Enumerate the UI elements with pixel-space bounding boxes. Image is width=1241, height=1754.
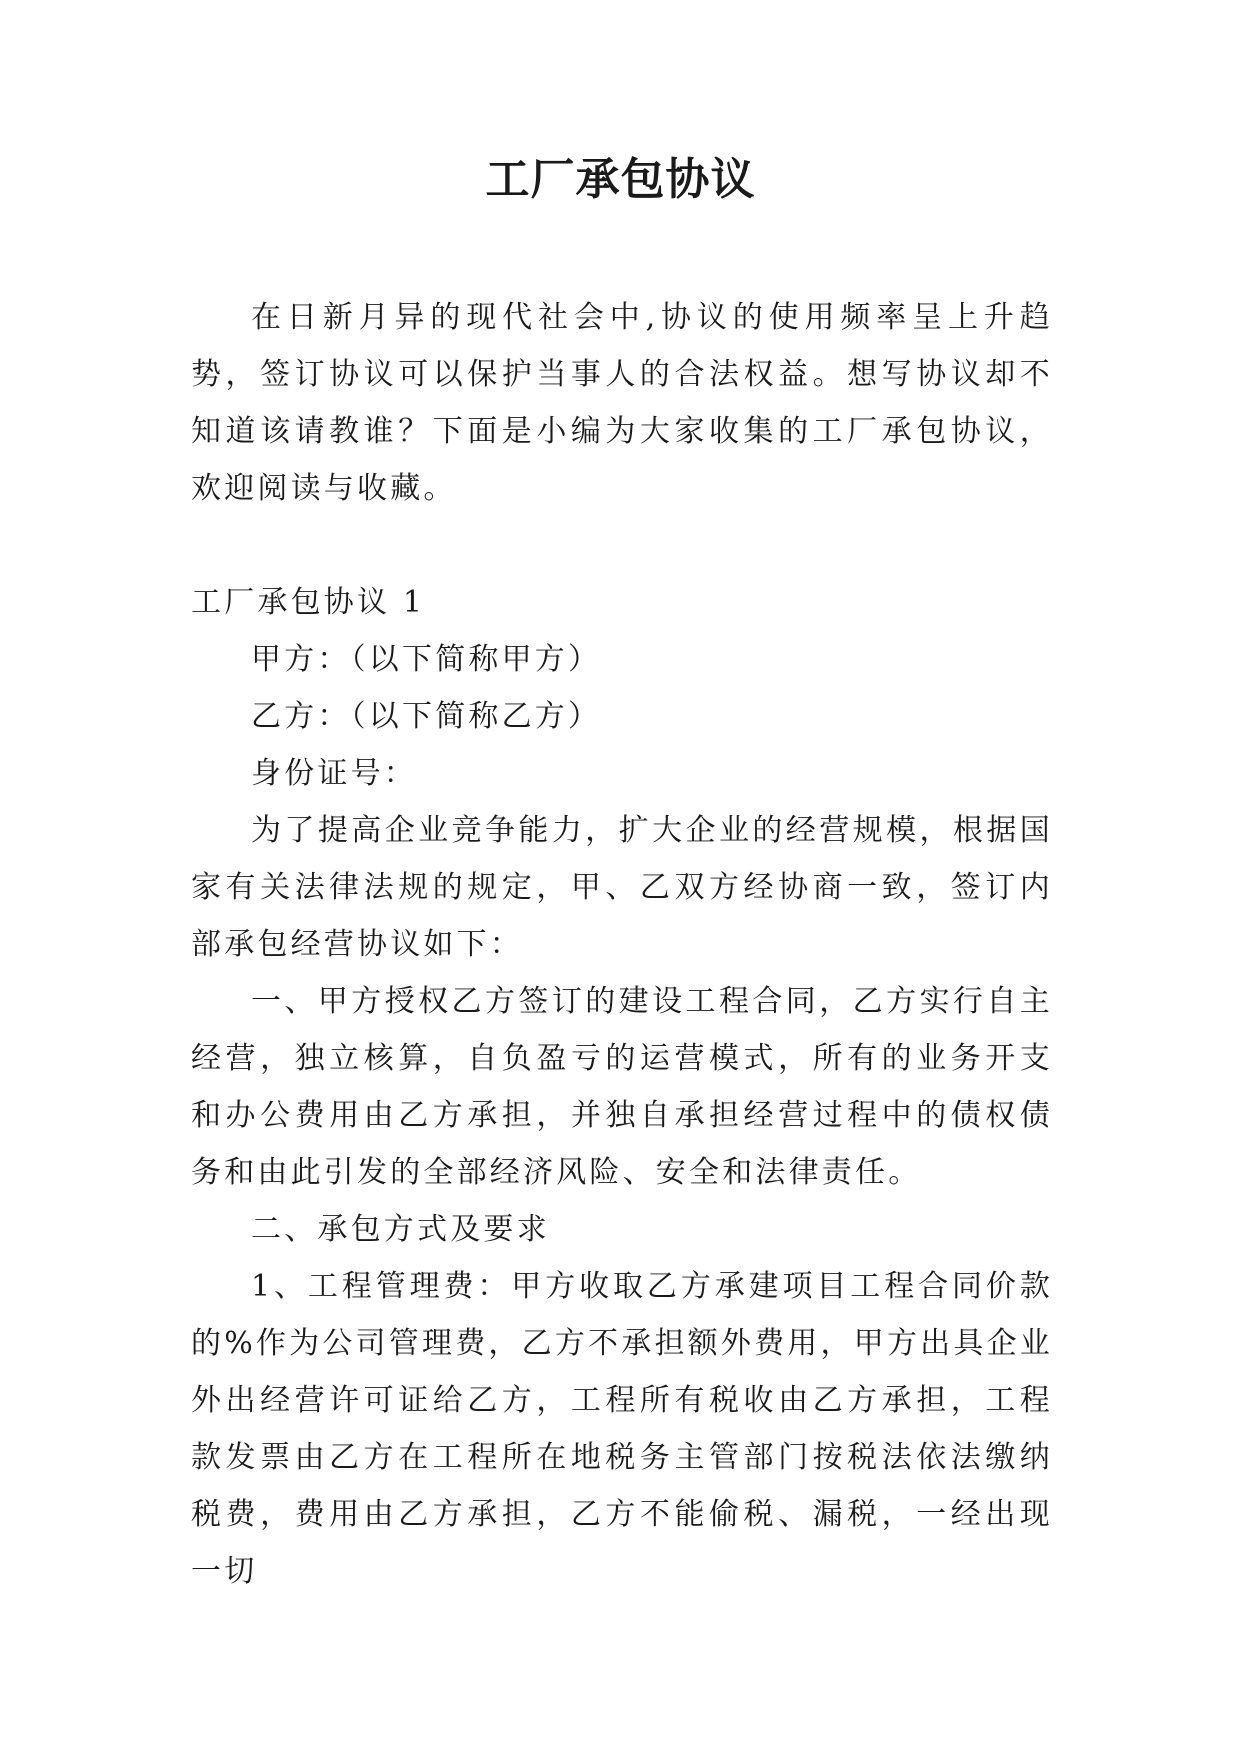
party-a-line: 甲方：（以下简称甲方） xyxy=(251,642,602,677)
preamble-paragraph: 为了提高企业竞争能力，扩大企业的经营规模，根据国家有关法律法规的规定，甲、乙双方经协商一致，签订内部承包经营协议如下： xyxy=(191,813,1053,962)
section-heading: 工厂承包协议 1 xyxy=(191,585,426,620)
document-title: 工厂承包协议 xyxy=(485,154,756,205)
party-b-line: 乙方：（以下简称乙方） xyxy=(251,699,602,734)
id-number-line: 身份证号： xyxy=(251,756,417,791)
intro-paragraph: 在日新月异的现代社会中,协议的使用频率呈上升趋势，签订协议可以保护当事人的合法权益。想写协议却不知道该请教谁？下面是小编为大家收集的工厂承包协议，欢迎阅读与收藏。 xyxy=(191,300,1053,506)
clause-2-heading: 二、承包方式及要求 xyxy=(251,1212,550,1247)
document-body xyxy=(191,289,1053,1600)
clause-1-paragraph: 一、甲方授权乙方签订的建设工程合同，乙方实行自主经营，独立核算，自负盈亏的运营模式，所有的业务开支和办公费用由乙方承担，并独自承担经营过程中的债权债务和由此引发的全部经济风险、安全和法律责任。 xyxy=(191,984,1053,1190)
clause-2-1-paragraph: 1、工程管理费：甲方收取乙方承建项目工程合同价款的%作为公司管理费，乙方不承担额外费用，甲方出具企业外出经营许可证给乙方，工程所有税收由乙方承担，工程款发票由乙方在工程所在地税务主管部门按税法依法缴纳税费，费用由乙方承担，乙方不能偷税、漏税，一经出现一切 xyxy=(191,1269,1053,1589)
